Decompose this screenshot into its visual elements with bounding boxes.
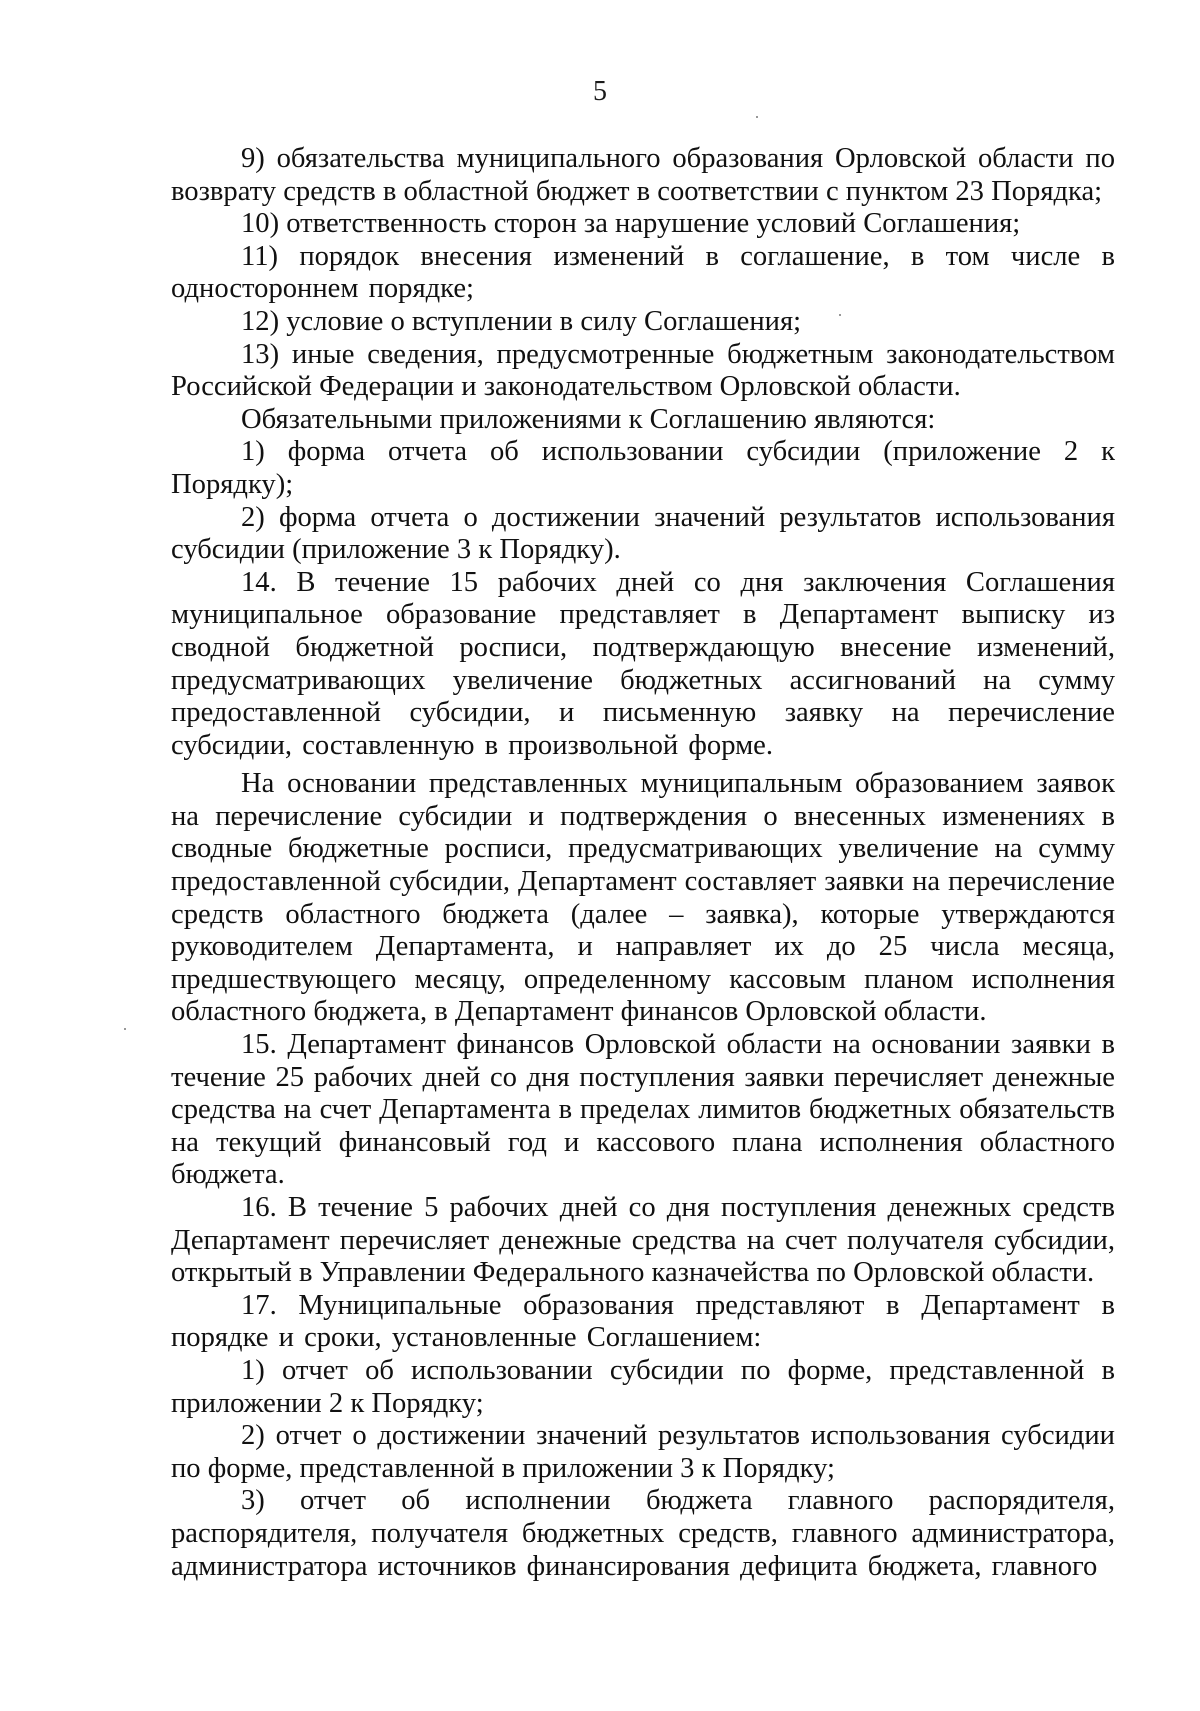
paragraph-item-10: 10) ответственность сторон за нарушение условий Соглашения; (241, 208, 1021, 240)
paragraph-clause-14: 14. В течение 15 рабочих дней со дня заключения Соглашения муниципальное образование представляет в Департамент выписку из сводной бюджетной росписи, подтверждающую внесение изменений, предусматривающих увеличение бюджетных ассигнований на сумму предоставленной субсидии, и письменную заявку на перечисление субсидии, составленную в произвольной форме. (171, 566, 1115, 761)
paragraph-appendices-intro: Обязательными приложениями к Соглашению являются: (241, 403, 936, 435)
paragraph-item-9: 9) обязательства муниципального образования Орловской области по возврату средств в областной бюджет в соответствии с пунктом 23 Порядка; (171, 143, 1115, 207)
paragraph-report-2: 2) отчет о достижении значений результатов использования субсидии по форме, представленной в приложении 3 к Порядку; (171, 1420, 1115, 1484)
scan-speck (124, 1028, 126, 1030)
paragraph-item-12: 12) условие о вступлении в силу Соглашения; (241, 305, 802, 337)
paragraph-report-3: 3) отчет об исполнении бюджета главного распорядителя, распорядителя, получателя бюджетных средств, главного администратора, администратора источников финансирования дефицита бюджета, главного (171, 1485, 1115, 1582)
paragraph-appendix-1: 1) форма отчета об использовании субсидии (приложение 2 к Порядку); (171, 436, 1115, 500)
document-text (171, 143, 1115, 1583)
paragraph-basis: На основании представленных муниципальным образованием заявок на перечисление субсидии и подтверждения о внесенных изменениях в сводные бюджетные росписи, предусматривающих увеличение на сумму предоставленной субсидии, Департамент составляет заявки на перечисление средств областного бюджета (далее – заявка), которые утверждаются руководителем Департамента, и направляет их до 25 числа месяца, предшествующего месяцу, определенному кассовым планом исполнения областного бюджета, в Департамент финансов Орловской области. (171, 768, 1115, 1028)
paragraph-item-13: 13) иные сведения, предусмотренные бюджетным законодательством Российской Федерации и законодательством Орловской области. (171, 338, 1115, 403)
scan-speck (756, 116, 758, 118)
paragraph-clause-17: 17. Муниципальные образования представляют в Департамент в порядке и сроки, установленные Соглашением: (171, 1289, 1115, 1354)
paragraph-clause-16: 16. В течение 5 рабочих дней со дня поступления денежных средств Департамент перечисляет денежные средства на счет получателя субсидии, открытый в Управлении Федерального казначейства по Орловской области. (171, 1192, 1115, 1289)
paragraph-report-1: 1) отчет об использовании субсидии по форме, представленной в приложении 2 к Порядку; (171, 1354, 1115, 1419)
paragraph-clause-15: 15. Департамент финансов Орловской области на основании заявки в течение 25 рабочих дней со дня поступления заявки перечисляет денежные средства на счет Департамента в пределах лимитов бюджетных обязательств на текущий финансовый год и кассового плана исполнения областного бюджета. (171, 1029, 1115, 1191)
page-number: 5 (593, 76, 607, 107)
paragraph-appendix-2: 2) форма отчета о достижении значений результатов использования субсидии (приложение 3 к Порядку). (171, 501, 1115, 566)
paragraph-item-11: 11) порядок внесения изменений в соглашение, в том числе в одностороннем порядке; (171, 240, 1115, 305)
